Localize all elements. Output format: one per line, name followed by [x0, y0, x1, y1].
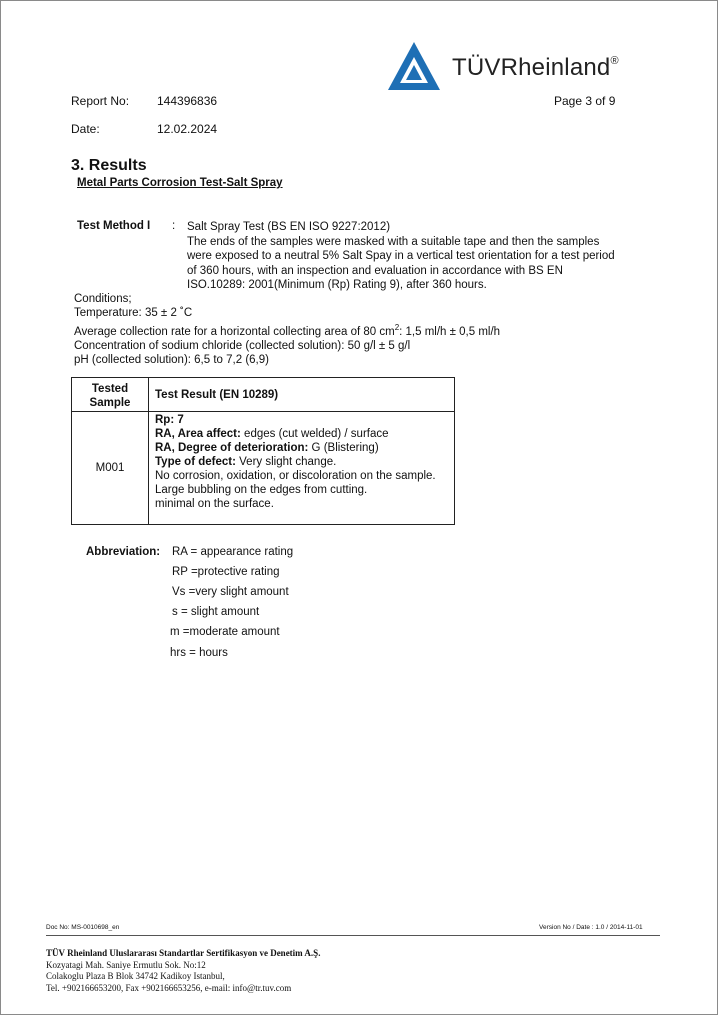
result-cell [149, 412, 455, 525]
method-line: were exposed to a neutral 5% Salt Spay in a vertical test orientation for a test period [187, 250, 615, 262]
surface-line: minimal on the surface. [155, 498, 274, 510]
abbreviation-label: Abbreviation: [86, 546, 161, 558]
test-method-label: Test Method I [77, 220, 151, 232]
results-table [71, 377, 455, 525]
sample-id-cell: M001 [72, 412, 149, 525]
ra-degree-line [155, 441, 448, 455]
method-line: The ends of the samples were masked with a suitable tape and then the samples [187, 235, 600, 248]
brand-wordmark [452, 54, 619, 82]
collection-rate-superscript: 2 [394, 322, 400, 332]
date-value: 12.02.2024 [157, 122, 218, 136]
abbreviation-item: hrs = hours [170, 647, 228, 659]
footer-divider [46, 935, 660, 936]
section-heading: 3. Results [71, 157, 147, 174]
footer-doc-no: Doc No: MS-0010698_en [46, 924, 120, 931]
header-tested-sample [72, 378, 149, 412]
abbreviation-item: RP =protective rating [172, 566, 280, 578]
page-number: Page 3 of 9 [554, 94, 616, 108]
test-method-colon: : [172, 220, 176, 232]
concentration-line: Concentration of sodium chloride (collected solution): 50 g/l ± 5 g/l [74, 339, 411, 352]
date-label: Date: [71, 122, 100, 136]
footer-address-line: Kozyatagi Mah. Saniye Ermutlu Sok. No:12 [46, 959, 206, 970]
footer-address-block [46, 948, 320, 994]
defect-value: Very slight change. [235, 456, 337, 468]
ra-area-line [155, 427, 448, 441]
registered-mark: ® [610, 55, 619, 67]
abbreviation-item: m =moderate amount [170, 626, 280, 638]
collection-rate-suffix: : 1,5 ml/h ± 0,5 ml/h [399, 325, 501, 338]
footer-company: TÜV Rheinland Uluslararası Standartlar Sertifikasyon ve Denetim A.Ş. [46, 948, 321, 958]
section-subheading: Metal Parts Corrosion Test-Salt Spray [77, 177, 283, 189]
report-no-label: Report No: [71, 94, 130, 108]
ra-area-value: edges (cut welded) / surface [240, 428, 389, 440]
bubbling-line: Large bubbling on the edges from cutting. [155, 484, 368, 496]
test-method-description [187, 220, 647, 293]
ra-degree-value: G (Blistering) [308, 442, 379, 454]
report-no-value: 144396836 [157, 94, 218, 108]
temperature-line: Temperature: 35 ± 2 ˚C [74, 307, 193, 320]
abbreviation-item: RA = appearance rating [172, 546, 294, 558]
collection-rate-line [74, 321, 500, 339]
method-line: ISO.10289: 2001(Minimum (Rp) Rating 9), after 360 hours. [187, 279, 487, 291]
method-line: Salt Spray Test (BS EN ISO 9227:2012) [187, 221, 391, 233]
footer-version: Version No / Date : 1.0 / 2014-11-01 [539, 924, 643, 931]
brand-name: TÜVRheinland [452, 54, 611, 81]
header-sample-line: Tested [91, 382, 129, 395]
table-row [72, 412, 455, 525]
ra-degree-label: RA, Degree of deterioration: [155, 442, 309, 454]
method-line: of 360 hours, with an inspection and evaluation in accordance with BS EN [187, 264, 563, 277]
footer-address-line: Colakoglu Plaza B Blok 34742 Kadikoy Istanbul, [46, 971, 225, 981]
header-test-result: Test Result (EN 10289) [149, 378, 455, 412]
abbreviation-item: Vs =very slight amount [172, 586, 289, 598]
ra-area-label: RA, Area affect: [155, 428, 241, 440]
ph-line: pH (collected solution): 6,5 to 7,2 (6,9) [74, 354, 269, 367]
rp-rating: Rp: 7 [155, 414, 184, 426]
corrosion-line: No corrosion, oxidation, or discoloration on the sample. [155, 470, 436, 482]
footer-contact: Tel. +902166653200, Fax +902166653256, e-mail: info@tr.tuv.com [46, 982, 292, 993]
defect-line [155, 455, 448, 469]
conditions-block [74, 292, 500, 367]
table-header-row [72, 378, 455, 412]
collection-rate-prefix: Average collection rate for a horizontal collecting area of 80 cm [74, 325, 395, 338]
abbreviation-item: s = slight amount [172, 606, 260, 618]
defect-label: Type of defect: [155, 456, 236, 468]
conditions-title: Conditions; [74, 293, 132, 305]
header-sample-line: Sample [89, 396, 131, 409]
